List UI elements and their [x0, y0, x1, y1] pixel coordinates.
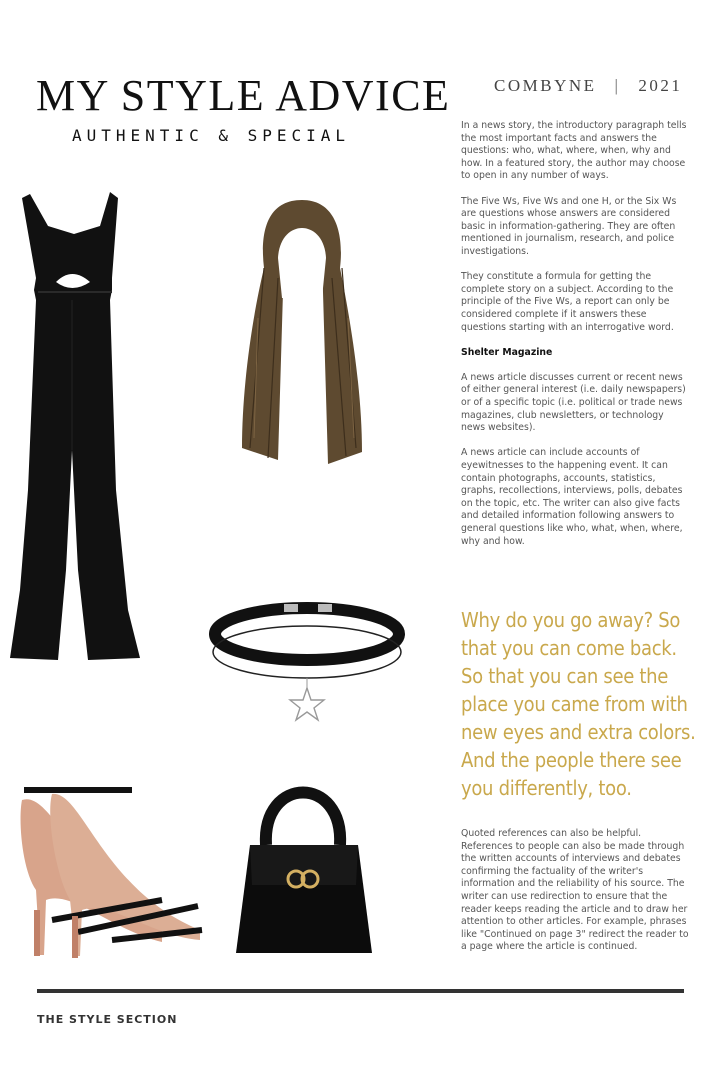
jumpsuit-image	[8, 190, 143, 662]
brand-separator: |	[614, 76, 621, 95]
article-paragraph: In a news story, the introductory paragraph tells the most important facts and answers the questions: who, what, where, when, why and how. In a featured story, the author may choose to open in any number of ways.	[461, 120, 687, 182]
section-heading: Shelter Magazine	[461, 346, 553, 358]
article-body	[461, 120, 687, 561]
footer-divider	[37, 989, 684, 993]
choker-image	[208, 600, 406, 722]
footer-label: THE STYLE SECTION	[37, 1013, 178, 1026]
brand-name: COMBYNE	[494, 76, 597, 95]
magazine-subtitle: AUTHENTIC & SPECIAL	[72, 126, 351, 145]
article-paragraph: A news article discusses current or recent news of either general interest (i.e. daily newspapers) or of a specific topic (i.e. political or trade news magazines, club newsletters, or technology news websites).	[461, 371, 686, 434]
pull-quote: Why do you go away? So that you can come back. So that you can see the place you came from with new eyes and extra colors. And the people there see you differently, too.	[461, 608, 696, 800]
brand-line	[494, 76, 682, 96]
brand-year: 2021	[638, 76, 683, 95]
sandals-image	[12, 780, 207, 960]
article-paragraph: The Five Ws, Five Ws and one H, or the Six Ws are questions whose answers are considered basic in information-gathering. They are often mentioned in journalism, research, and police investigations.	[461, 195, 677, 257]
wig-image	[238, 198, 366, 470]
handbag-image	[232, 775, 376, 955]
magazine-title: MY STYLE ADVICE	[36, 71, 451, 120]
closing-paragraph: Quoted references can also be helpful. References to people can also be made through the written accounts of interviews and debates confirming the factuality of the writer's information and the reliability of his source. The writer can use redirection to ensure that the reader keeps reading the article and to draw her attention to other articles. For example, phrases like "Continued on page 3" redirect the reader to a page where the article is continued.	[461, 828, 689, 953]
article-paragraph: A news article can include accounts of eyewitnesses to the happening event. It can contain photographs, accounts, statistics, graphs, recollections, interviews, polls, debates on the topic, etc. The writer can also give facts and detailed information following answers to general questions like who, what, when, where, why and how.	[461, 447, 683, 547]
article-paragraph: They constitute a formula for getting the complete story on a subject. According to the principle of the Five Ws, a report can only be considered complete if it answers these questions starting with an interrogative word.	[461, 271, 674, 333]
